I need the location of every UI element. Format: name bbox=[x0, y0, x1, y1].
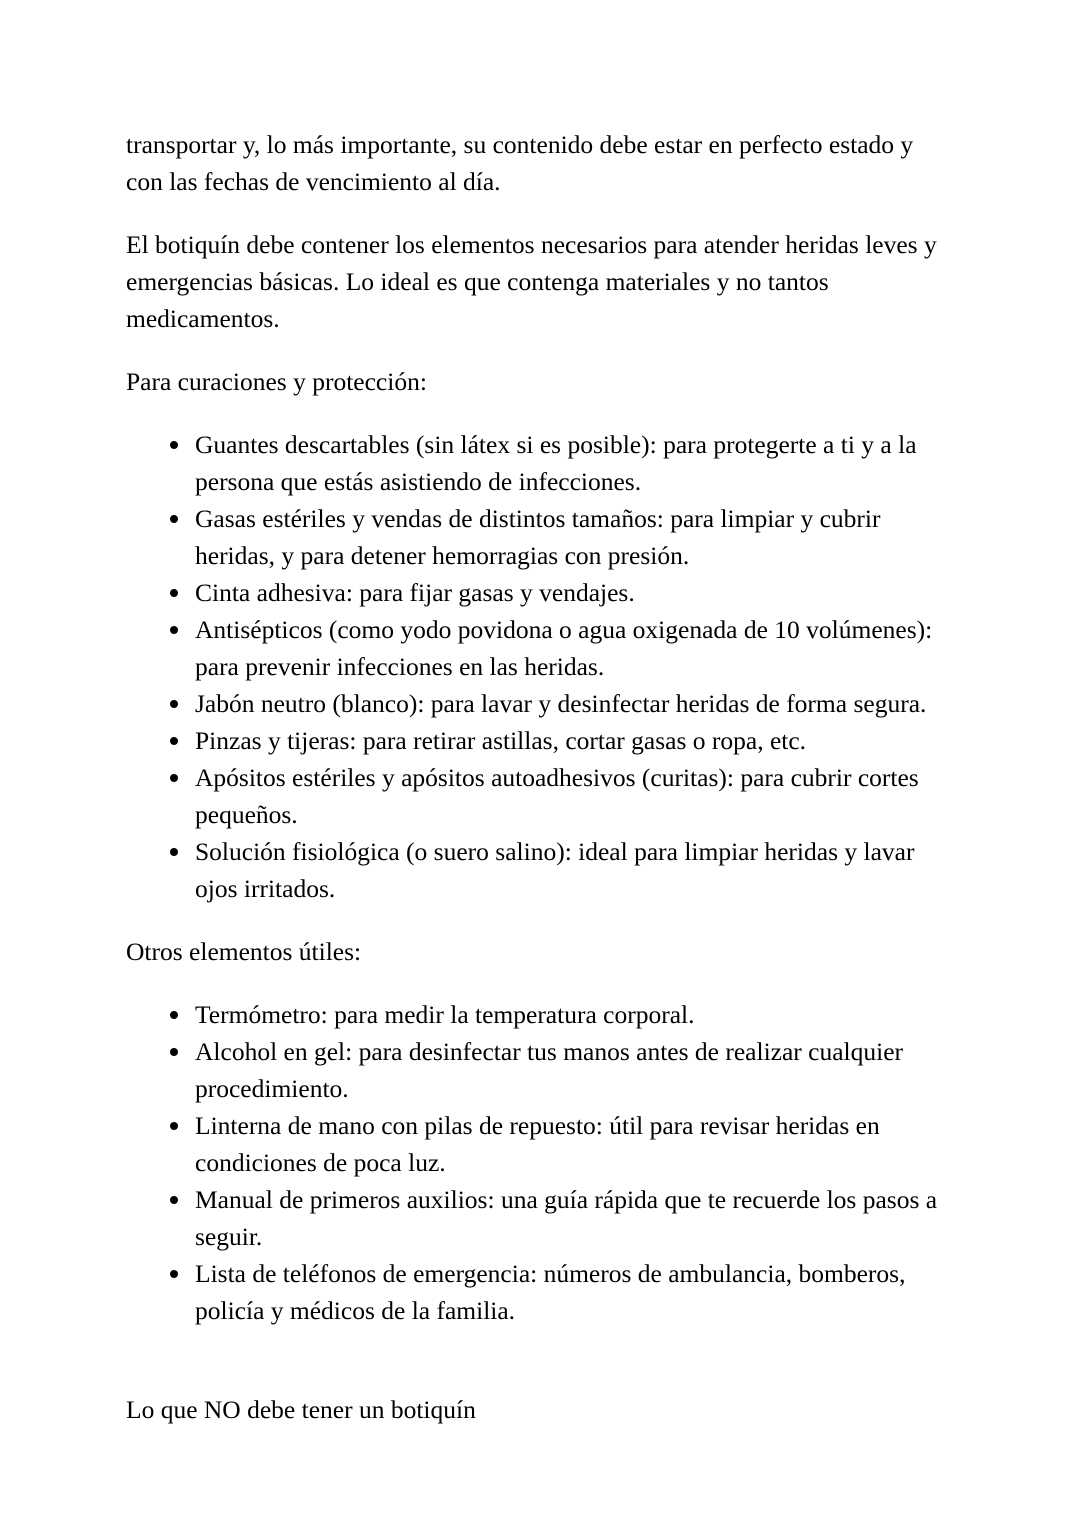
list-item-label: Antisépticos (como yodo povidona o agua oxigenada de 10 volúmenes): para prevenir infecciones en las heridas. bbox=[195, 615, 933, 681]
list-item bbox=[126, 611, 946, 685]
paragraph-intro-continuation: transportar y, lo más importante, su contenido debe estar en perfecto estado y con las fechas de vencimiento al día. bbox=[126, 130, 914, 196]
bullet-disc-icon bbox=[170, 774, 178, 782]
list-item bbox=[126, 574, 946, 611]
list-item bbox=[126, 1107, 946, 1181]
list-item-label: Apósitos estériles y apósitos autoadhesivos (curitas): para cubrir cortes pequeños. bbox=[195, 763, 919, 829]
list-item-label: Lista de teléfonos de emergencia: números de ambulancia, bomberos, policía y médicos de la familia. bbox=[195, 1259, 906, 1325]
bullet-disc-icon bbox=[170, 626, 178, 634]
list-item bbox=[126, 500, 946, 574]
list-item-label: Alcohol en gel: para desinfectar tus manos antes de realizar cualquier procedimiento. bbox=[195, 1037, 904, 1103]
bullet-disc-icon bbox=[170, 515, 178, 523]
list-item-label: Jabón neutro (blanco): para lavar y desinfectar heridas de forma segura. bbox=[195, 689, 927, 718]
list-item bbox=[126, 833, 946, 907]
bullet-disc-icon bbox=[170, 700, 178, 708]
list-item-label: Termómetro: para medir la temperatura corporal. bbox=[195, 1000, 695, 1029]
bullet-disc-icon bbox=[170, 1122, 178, 1130]
list-item bbox=[126, 722, 946, 759]
list-item-label: Solución fisiológica (o suero salino): ideal para limpiar heridas y lavar ojos irritados. bbox=[195, 837, 915, 903]
list-item-label: Pinzas y tijeras: para retirar astillas, cortar gasas o ropa, etc. bbox=[195, 726, 807, 755]
list-item-label: Cinta adhesiva: para fijar gasas y vendajes. bbox=[195, 578, 635, 607]
list-item-label: Gasas estériles y vendas de distintos tamaños: para limpiar y cubrir heridas, y para detener hemorragias con presión. bbox=[195, 504, 881, 570]
section-heading-otros-elementos: Otros elementos útiles: bbox=[126, 937, 362, 966]
closing-section bbox=[126, 1391, 946, 1428]
list-curaciones-y-proteccion bbox=[126, 426, 946, 907]
bullet-disc-icon bbox=[170, 441, 178, 449]
list-item bbox=[126, 996, 946, 1033]
list-item bbox=[126, 1255, 946, 1329]
list-item bbox=[126, 685, 946, 722]
closing-heading: Lo que NO debe tener un botiquín bbox=[126, 1395, 476, 1424]
bullet-disc-icon bbox=[170, 1270, 178, 1278]
section-heading-curaciones: Para curaciones y protección: bbox=[126, 367, 427, 396]
list-item bbox=[126, 1181, 946, 1255]
list-item-label: Manual de primeros auxilios: una guía rápida que te recuerde los pasos a seguir. bbox=[195, 1185, 938, 1251]
bullet-disc-icon bbox=[170, 737, 178, 745]
bullet-disc-icon bbox=[170, 589, 178, 597]
list-item-label: Linterna de mano con pilas de repuesto: útil para revisar heridas en condiciones de poca luz. bbox=[195, 1111, 880, 1177]
document-body bbox=[126, 126, 946, 1428]
list-item-label: Guantes descartables (sin látex si es posible): para protegerte a ti y a la persona que estás asistiendo de infecciones. bbox=[195, 430, 917, 496]
bullet-disc-icon bbox=[170, 1011, 178, 1019]
list-item bbox=[126, 759, 946, 833]
paragraph-contents-overview: El botiquín debe contener los elementos necesarios para atender heridas leves y emergencias básicas. Lo ideal es que contenga materiales y no tantos medicamentos. bbox=[126, 230, 937, 333]
bullet-disc-icon bbox=[170, 848, 178, 856]
list-item bbox=[126, 426, 946, 500]
bullet-disc-icon bbox=[170, 1196, 178, 1204]
list-item bbox=[126, 1033, 946, 1107]
bullet-disc-icon bbox=[170, 1048, 178, 1056]
list-otros-elementos-utiles bbox=[126, 996, 946, 1329]
